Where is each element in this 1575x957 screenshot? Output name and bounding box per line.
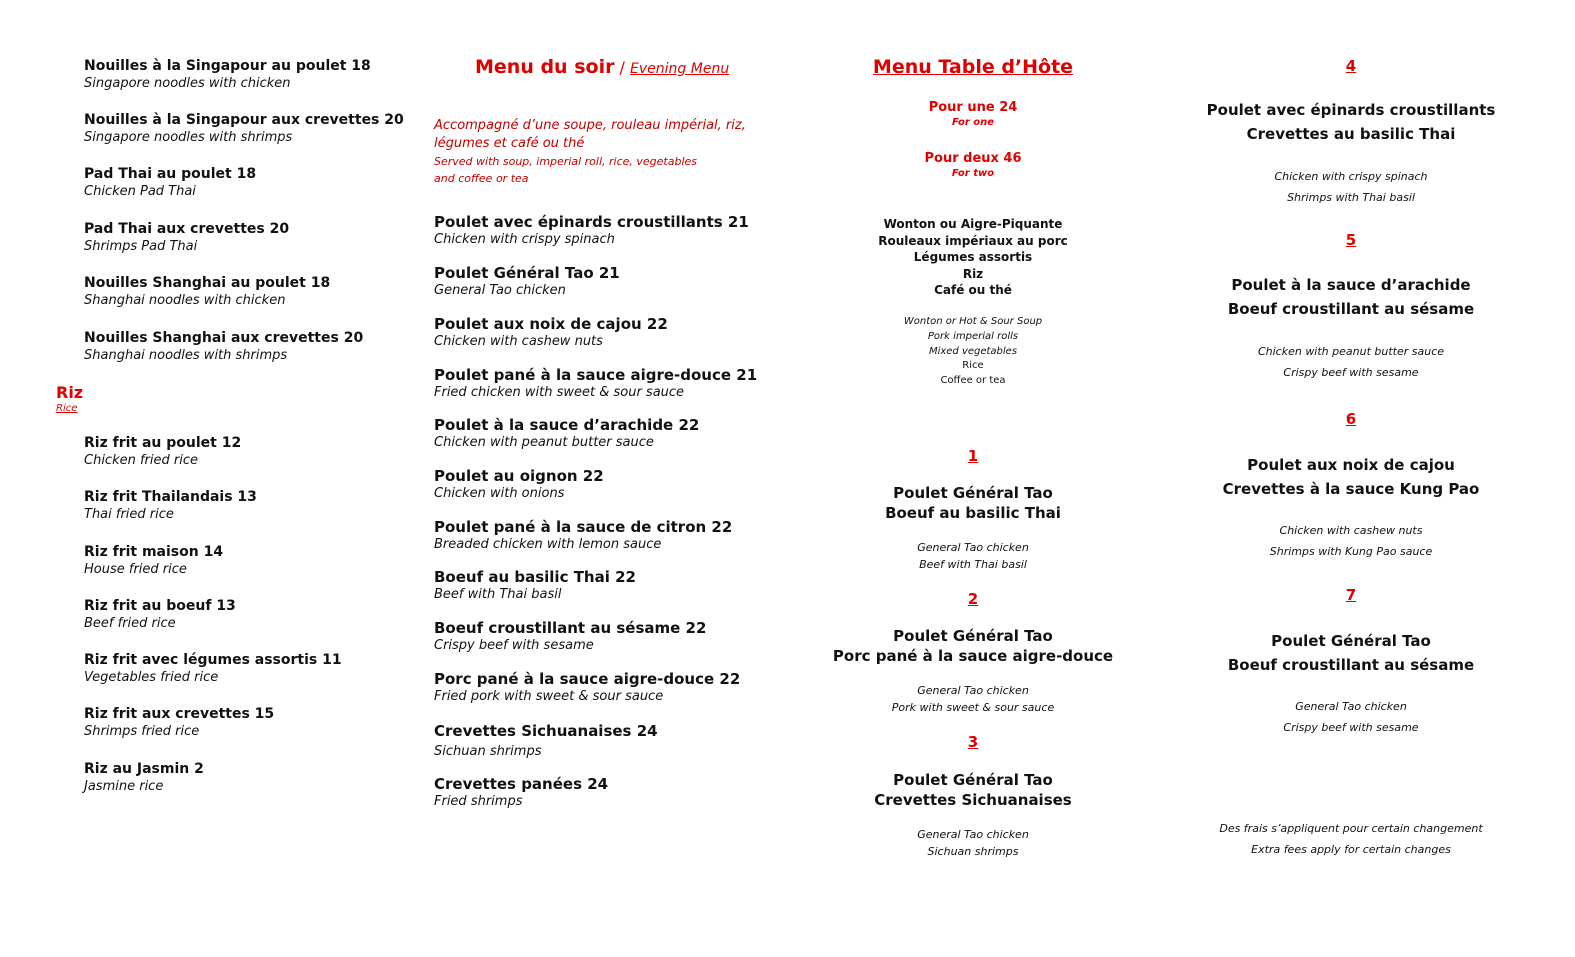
item-name-en: Jasmine rice — [84, 779, 164, 794]
menu-item — [84, 329, 414, 364]
price-for-one — [826, 99, 1120, 129]
item-name-fr: Nouilles Shanghai au poulet 18 — [84, 275, 331, 291]
item-name-en: Chicken with peanut butter sauce — [434, 435, 654, 450]
item-name-en: Shanghai noodles with chicken — [84, 293, 286, 308]
menu-item — [434, 213, 814, 248]
combo-dish: Pork with sweet & sour sauce — [891, 700, 1055, 714]
combo-dishes-en — [1170, 342, 1532, 383]
combo-dishes-en — [826, 683, 1120, 716]
combo-number: 5 — [1345, 231, 1357, 249]
item-name-en: Shanghai noodles with shrimps — [84, 348, 288, 363]
item-name-en: Chicken fried rice — [84, 453, 198, 468]
menu-item — [434, 775, 814, 810]
combo-dish: Beef with Thai basil — [919, 557, 1027, 571]
combo-dish: Poulet avec épinards croustillants — [1206, 101, 1496, 119]
menu-item — [84, 760, 414, 795]
description-fr-line: légumes et café ou thé — [434, 136, 585, 151]
included-item: Riz — [962, 266, 984, 281]
combo-number: 3 — [967, 733, 979, 751]
item-name-en: Chicken with crispy spinach — [434, 232, 615, 247]
item-name-fr: Poulet au oignon 22 — [434, 467, 604, 485]
combo-dish: Chicken with peanut butter sauce — [1257, 345, 1445, 358]
combo-dish: Porc pané à la sauce aigre-douce — [832, 647, 1114, 665]
menu-item — [434, 416, 814, 451]
combo-number: 7 — [1345, 586, 1357, 604]
price-en: For two — [951, 168, 995, 179]
item-name-fr: Poulet à la sauce d’arachide 22 — [434, 416, 700, 434]
combo-dish: General Tao chicken — [1295, 700, 1407, 713]
item-name-en: Sichuan shrimps — [434, 744, 542, 759]
combo-dishes-fr — [1170, 453, 1532, 501]
evening-title-fr: Menu du soir — [475, 56, 615, 78]
included-item: Wonton or Hot & Sour Soup — [903, 316, 1043, 327]
item-name-en: Singapore noodles with chicken — [84, 76, 291, 91]
combo-dish: Poulet à la sauce d’arachide — [1231, 276, 1471, 294]
item-name-en: Singapore noodles with shrimps — [84, 130, 293, 145]
combo-dish: Crevettes Sichuanaises — [874, 791, 1072, 809]
price-fr: Pour une 24 — [928, 100, 1018, 115]
combo-dish: Crevettes à la sauce Kung Pao — [1222, 480, 1480, 498]
description-fr-line: Accompagné d’une soupe, rouleau impérial, riz, — [434, 118, 746, 133]
combo-dishes-en — [826, 540, 1120, 573]
combo-dish: Poulet Général Tao — [1271, 632, 1431, 650]
included-item: Légumes assortis — [913, 250, 1033, 265]
menu-item — [84, 434, 414, 469]
fees-note-en: Extra fees apply for certain changes — [1251, 842, 1451, 856]
item-name-fr: Poulet pané à la sauce de citron 22 — [434, 518, 733, 536]
item-name-en: Beef fried rice — [84, 616, 176, 631]
menu-item — [84, 597, 414, 632]
combo-dishes-fr — [1170, 629, 1532, 677]
menu-item — [434, 670, 814, 705]
combo-dish: General Tao chicken — [917, 541, 1029, 554]
combo-dishes-fr — [826, 770, 1120, 810]
item-name-fr: Riz frit avec légumes assortis 11 — [84, 652, 342, 668]
combo-dishes-fr — [826, 483, 1120, 523]
item-name-fr: Nouilles Shanghai aux crevettes 20 — [84, 330, 364, 346]
item-name-fr: Riz frit au poulet 12 — [84, 435, 242, 451]
item-name-en: General Tao chicken — [434, 283, 566, 298]
menu-item — [434, 315, 814, 350]
item-name-fr: Nouilles à la Singapour au poulet 18 — [84, 58, 371, 74]
rice-section-header — [56, 383, 83, 415]
menu-item — [84, 220, 414, 255]
included-item: Mixed vegetables — [928, 345, 1018, 357]
menu-item — [434, 264, 814, 299]
item-name-fr: Poulet Général Tao 21 — [434, 264, 620, 282]
price-fr: Pour deux 46 — [924, 151, 1022, 166]
item-name-fr: Riz frit maison 14 — [84, 544, 224, 560]
combo-dish: Chicken with cashew nuts — [1279, 524, 1423, 537]
menu-item — [434, 722, 814, 760]
evening-title-en: Evening Menu — [630, 61, 730, 77]
item-name-en: Beef with Thai basil — [434, 587, 562, 602]
rice-section-title: Riz — [56, 383, 84, 402]
item-name-fr: Pad Thai aux crevettes 20 — [84, 221, 290, 237]
combo-dishes-en — [826, 827, 1120, 860]
combo-dish: Boeuf croustillant au sésame — [1227, 656, 1475, 674]
item-name-fr: Nouilles à la Singapour aux crevettes 20 — [84, 112, 404, 128]
fees-note-fr: Des frais s’appliquent pour certain changement — [1219, 822, 1483, 835]
menu-item — [84, 57, 414, 92]
menu-item — [434, 366, 814, 401]
description-en-line: and coffee or tea — [434, 172, 529, 185]
item-name-fr: Poulet pané à la sauce aigre-douce 21 — [434, 366, 758, 384]
combo-dish: Crispy beef with sesame — [1283, 365, 1419, 379]
included-item: Rouleaux impériaux au porc — [878, 233, 1068, 248]
combo-dish: Poulet aux noix de cajou — [1247, 456, 1455, 474]
item-name-en: Shrimps Pad Thai — [84, 239, 198, 254]
item-name-en: Chicken Pad Thai — [84, 184, 196, 199]
rice-section-subtitle: Rice — [56, 403, 78, 414]
combo-number: 6 — [1345, 410, 1357, 428]
menu-item — [434, 568, 814, 603]
combo-dish: Boeuf croustillant au sésame — [1227, 300, 1475, 318]
combo-number: 2 — [967, 590, 979, 608]
combo-dishes-en — [1170, 697, 1532, 738]
item-name-fr: Boeuf croustillant au sésame 22 — [434, 619, 707, 637]
item-name-fr: Riz frit au boeuf 13 — [84, 598, 236, 614]
combo-dish: Poulet Général Tao — [893, 627, 1053, 645]
item-name-en: Thai fried rice — [84, 507, 174, 522]
extra-fees-note — [1170, 819, 1532, 860]
price-en: For one — [951, 117, 995, 128]
menu-item — [84, 705, 414, 740]
description-en-line: Served with soup, imperial roll, rice, vegetables — [434, 155, 698, 168]
menu-item — [84, 111, 414, 146]
menu-item — [434, 619, 814, 654]
item-name-fr: Crevettes Sichuanaises 24 — [434, 722, 658, 740]
combo-dish: Shrimps with Thai basil — [1287, 190, 1415, 204]
combo-dishes-fr — [1170, 98, 1532, 146]
combo-number: 1 — [967, 447, 979, 465]
title-separator: / — [619, 58, 625, 77]
included-item: Café ou thé — [934, 283, 1012, 298]
item-name-en: Crispy beef with sesame — [434, 638, 594, 653]
item-name-fr: Pad Thai au poulet 18 — [84, 166, 257, 182]
combo-dish: Poulet Général Tao — [893, 771, 1053, 789]
item-name-en: Fried shrimps — [434, 794, 523, 809]
item-name-fr: Riz frit Thailandais 13 — [84, 489, 257, 505]
menu-item — [84, 165, 414, 200]
item-name-fr: Riz frit aux crevettes 15 — [84, 706, 275, 722]
combo-dish: Shrimps with Kung Pao sauce — [1269, 544, 1433, 558]
item-name-en: Fried pork with sweet & sour sauce — [434, 689, 664, 704]
item-name-en: Chicken with onions — [434, 486, 565, 501]
item-name-en: Fried chicken with sweet & sour sauce — [434, 385, 685, 400]
combo-dish: Chicken with crispy spinach — [1274, 170, 1428, 183]
combo-dish: General Tao chicken — [917, 684, 1029, 697]
combo-number: 4 — [1345, 57, 1357, 75]
menu-item — [84, 274, 414, 309]
combo-dish: Boeuf au basilic Thai — [885, 504, 1061, 522]
included-item: Coffee or tea — [940, 375, 1006, 387]
menu-item — [84, 651, 414, 686]
combo-dish: Crispy beef with sesame — [1283, 720, 1419, 734]
menu-item — [84, 543, 414, 578]
item-name-fr: Poulet aux noix de cajou 22 — [434, 315, 668, 333]
item-name-en: Shrimps fried rice — [84, 724, 200, 739]
menu-item — [84, 488, 414, 523]
item-name-fr: Riz au Jasmin 2 — [84, 761, 204, 777]
menu-item — [434, 467, 814, 502]
combo-dish: General Tao chicken — [917, 828, 1029, 841]
evening-menu-title — [475, 56, 729, 78]
item-name-fr: Boeuf au basilic Thai 22 — [434, 568, 636, 586]
item-name-en: Chicken with cashew nuts — [434, 334, 603, 349]
combo-dishes-fr — [1170, 273, 1532, 321]
combo-dishes-fr — [826, 626, 1120, 666]
item-name-fr: Porc pané à la sauce aigre-douce 22 — [434, 670, 741, 688]
combo-dish: Crevettes au basilic Thai — [1246, 125, 1456, 143]
item-name-en: House fried rice — [84, 562, 187, 577]
included-item: Pork imperial rolls — [927, 330, 1019, 342]
included-items-en — [826, 315, 1120, 389]
included-item: Rice — [962, 360, 984, 372]
item-name-en: Breaded chicken with lemon sauce — [434, 537, 662, 552]
combo-dishes-en — [1170, 521, 1532, 562]
menu-item — [434, 518, 814, 553]
item-name-fr: Crevettes panées 24 — [434, 775, 609, 793]
included-items-fr — [826, 216, 1120, 299]
item-name-fr: Poulet avec épinards croustillants 21 — [434, 213, 749, 231]
combo-dishes-en — [1170, 167, 1532, 208]
item-name-en: Vegetables fried rice — [84, 670, 219, 685]
table-dhote-title: Menu Table d’Hôte — [872, 56, 1074, 78]
price-for-two — [826, 150, 1120, 180]
combo-dish: Poulet Général Tao — [893, 484, 1053, 502]
combo-dish: Sichuan shrimps — [927, 844, 1019, 858]
evening-menu-description — [434, 117, 754, 187]
included-item: Wonton ou Aigre-Piquante — [883, 217, 1063, 231]
